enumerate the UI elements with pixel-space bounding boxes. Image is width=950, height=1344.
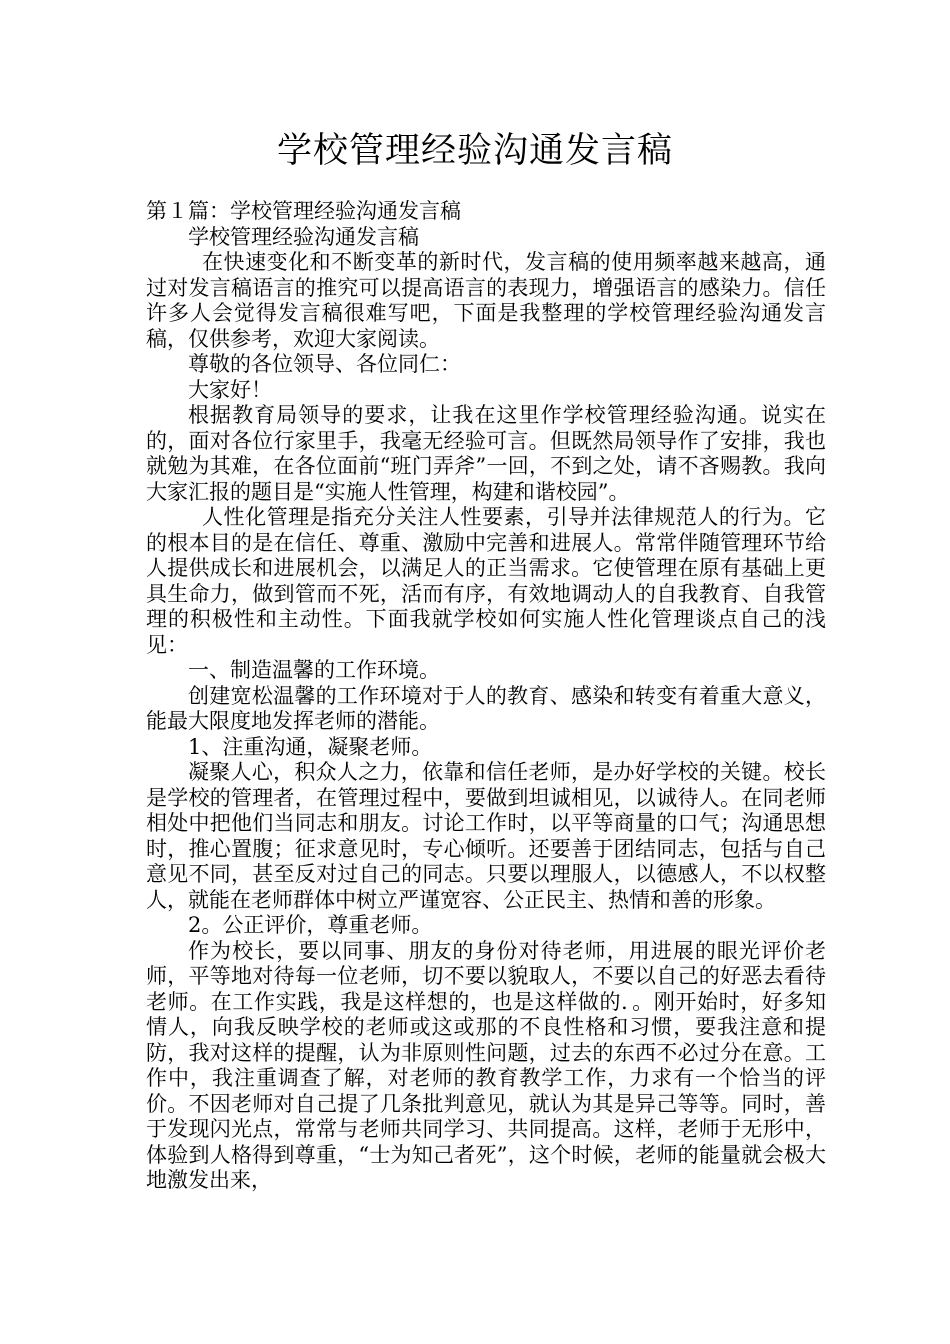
document-title: 学校管理经验沟通发言稿: [276, 131, 673, 171]
subheading: 2。公正评价，尊重老师。: [188, 913, 433, 937]
section-heading: 第１篇：学校管理经验沟通发言稿: [146, 199, 461, 223]
paragraph: 人性化管理是指充分关注人性要素，引导并法律规范人的行为。它的根本目的是在信任、尊重、激励中完善和进展人。常常伴随管理环节给人提供成长和进展机会，以满足人的正当需求。它使管理在原有基础上更具生命力，做到管而不死，活而有序，有效地调动人的自我教育、自我管理的积极性和主动性。下面我就学校如何实施人性化管理谈点自己的浅见：: [146, 505, 826, 657]
salutation: 尊敬的各位领导、各位同仁：: [188, 352, 461, 376]
document-body: [146, 199, 826, 1194]
greeting: 大家好！: [188, 377, 272, 402]
subtitle: 学校管理经验沟通发言稿: [188, 224, 419, 249]
paragraph: 作为校长，要以同事、朋友的身份对待老师，用进展的眼光评价老师，平等地对待每一位老师，切不要以貌取人，不要以自己的好恶去看待老师。在工作实践，我是这样想的，也是这样做的．。刚开始时，好多知情人，向我反映学校的老师或这或那的不良性格和习惯，要我注意和提防，我对这样的提醒，认为非原则性问题，过去的东西不必过分在意。工作中，我注重调查了解，对老师的教育教学工作，力求有一个恰当的评价。不因老师对自己提了几条批判意见，就认为其是异己等等。同时，善于发现闪光点，常常与老师共同学习、共同提高。这样，老师于无形中，体验到人格得到尊重，“士为知己者死”，这个时候，老师的能量就会极大地激发出来，: [146, 938, 826, 1192]
intro-paragraph: 在快速变化和不断变革的新时代，发言稿的使用频率越来越高，通过对发言稿语言的推究可以提高语言的表现力，增强语言的感染力。信任许多人会觉得发言稿很难写吧，下面是我整理的学校管理经验沟通发言稿，仅供参考，欢迎大家阅读。: [146, 250, 826, 351]
subheading: 一、制造温馨的工作环境。: [188, 658, 440, 682]
subheading: 1、注重沟通，凝聚老师。: [188, 734, 433, 759]
paragraph: 根据教育局领导的要求，让我在这里作学校管理经验沟通。说实在的，面对各位行家里手，我毫无经验可言。但既然局领导作了安排，我也就勉为其难，在各位面前“班门弄斧”一回，不到之处，请不吝赐教。我向大家汇报的题目是“实施人性管理，构建和谐校园”。: [146, 403, 826, 504]
paragraph: 凝聚人心，积众人之力，依靠和信任老师，是办好学校的关键。校长是学校的管理者，在管理过程中，要做到坦诚相见，以诚待人。在同老师相处中把他们当同志和朋友。讨论工作时，以平等商量的口气；沟通思想时，推心置腹；征求意见时，专心倾听。还要善于团结同志，包括与自己意见不同，甚至反对过自己的同志。只要以理服人，以德感人，不以权整人，就能在老师群体中树立严谨宽容、公正民主、热情和善的形象。: [146, 760, 826, 912]
paragraph: 创建宽松温馨的工作环境对于人的教育、感染和转变有着重大意义，能最大限度地发挥老师的潜能。: [146, 683, 826, 733]
